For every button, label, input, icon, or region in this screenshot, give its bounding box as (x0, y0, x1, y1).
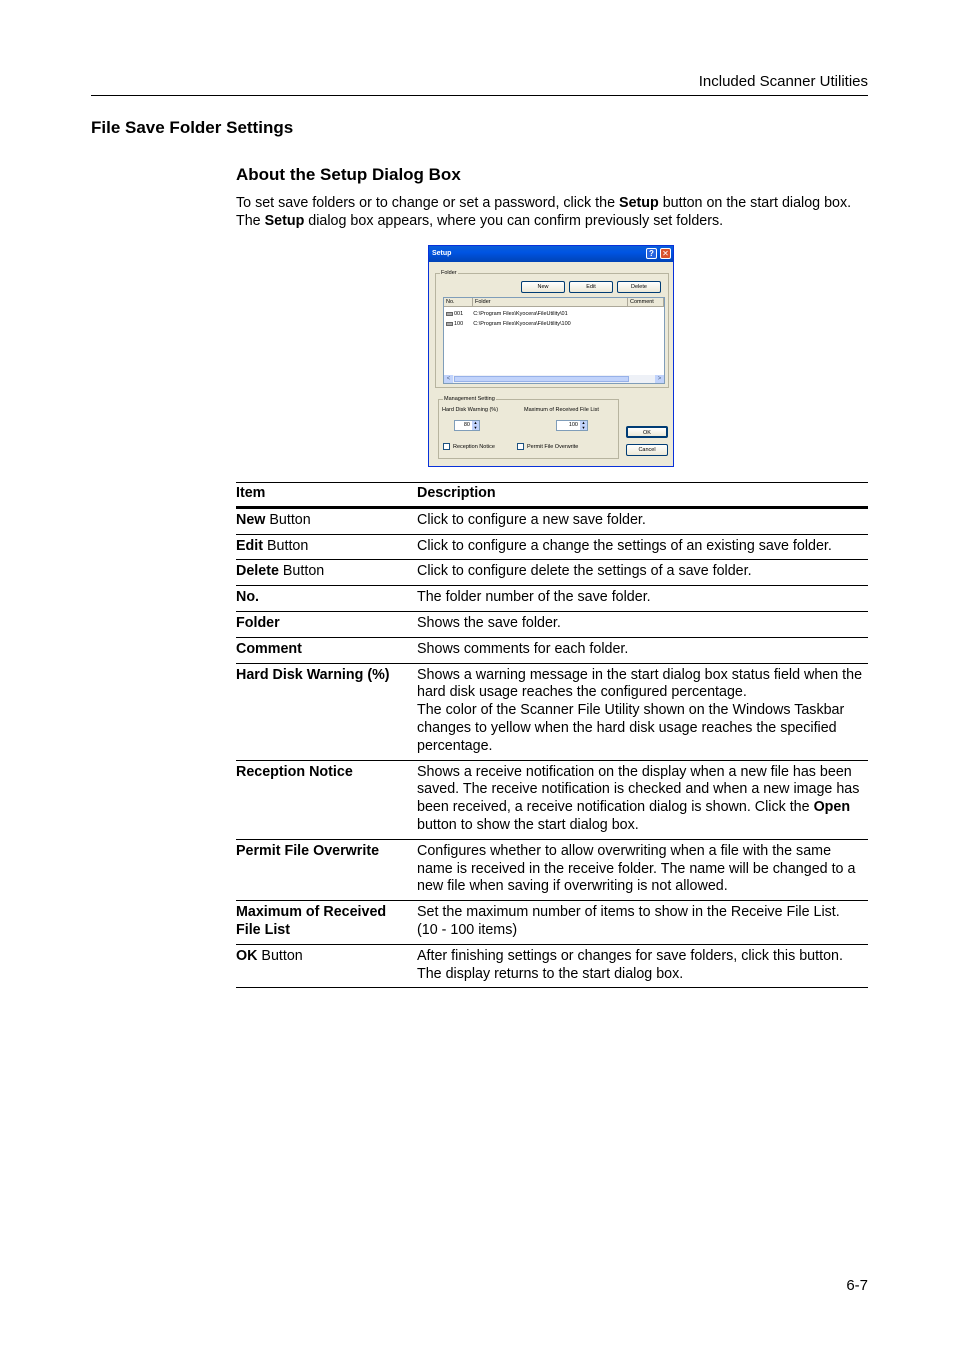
item-bold: OK (236, 947, 258, 964)
max-list-value: 100 (568, 422, 578, 428)
table-row (236, 663, 868, 760)
description-cell (417, 944, 868, 988)
item-bold: Hard Disk Warning (%) (236, 666, 390, 683)
folder-group-label: Folder (441, 270, 457, 276)
item-bold: Delete (236, 563, 279, 580)
description-cell (417, 663, 868, 760)
item-cell (236, 901, 417, 945)
table-row (236, 507, 868, 534)
item-cell (236, 611, 417, 637)
header-item: Item (236, 483, 417, 508)
table-row (236, 944, 868, 988)
row-folder: C:\Program Files\Kyocera\FileUtility\01 (473, 311, 568, 317)
item-plain: Button (257, 947, 303, 964)
column-header-no[interactable]: No. (444, 298, 473, 307)
item-cell (236, 839, 417, 900)
reception-notice-label: Reception Notice (453, 443, 495, 450)
description-text: The display returns to the start dialog box. (417, 965, 684, 982)
folder-icon (446, 322, 453, 326)
row-no: 100 (454, 321, 464, 327)
page-number: 6-7 (846, 1277, 868, 1294)
table-row (236, 839, 868, 900)
horizontal-scrollbar[interactable] (444, 375, 664, 383)
description-text: Set the maximum number of items to show in the Receive File List. (417, 904, 840, 921)
item-bold: Maximum of Received File List (236, 904, 387, 938)
description-table (236, 482, 868, 988)
folder-icon (446, 312, 453, 316)
intro-text: button on the start dialog box. (658, 195, 852, 211)
item-bold: Reception Notice (236, 763, 353, 780)
item-bold: Folder (236, 614, 280, 631)
cancel-button[interactable]: Cancel (626, 444, 668, 456)
row-folder: C:\Program Files\Kyocera\FileUtility\100 (473, 321, 571, 327)
setup-dialog-screenshot (428, 245, 674, 467)
scroll-left-icon[interactable]: < (444, 375, 453, 383)
list-item[interactable] (446, 320, 571, 329)
column-header-comment[interactable]: Comment (628, 298, 664, 307)
management-group-label: Management Setting (444, 396, 495, 402)
spin-down-icon[interactable]: ▼ (473, 424, 478, 430)
item-cell (236, 507, 417, 534)
subsection-title: About the Setup Dialog Box (236, 165, 461, 184)
edit-button[interactable]: Edit (569, 281, 613, 293)
max-list-spinner[interactable] (556, 420, 588, 431)
item-cell (236, 760, 417, 839)
item-plain: Button (263, 537, 309, 554)
item-cell (236, 944, 417, 988)
new-button[interactable]: New (521, 281, 565, 293)
item-bold: Comment (236, 640, 302, 657)
description-cell: Configures whether to allow overwriting when a file with the same name is received in the receive folder. The name will be changed to a new file when saving if overwriting is not allowed. (417, 839, 868, 900)
item-cell (236, 560, 417, 586)
header-description: Description (417, 483, 868, 508)
description-cell: Shows comments for each folder. (417, 637, 868, 663)
reception-notice-checkbox[interactable] (443, 443, 495, 451)
table-row (236, 637, 868, 663)
spin-down-icon[interactable]: ▼ (581, 424, 586, 430)
hdd-warning-label: Hard Disk Warning (%) (442, 407, 499, 413)
max-list-label: Maximum of Received File List (524, 407, 599, 413)
ok-button[interactable]: OK (626, 426, 668, 438)
description-text: Shows a receive notification on the display when a new file has been saved. The receive notification is checked and when a new image has been received, a receive notification dialog is shown. Click the (417, 763, 860, 816)
item-plain: Button (265, 511, 311, 528)
table-row (236, 760, 868, 839)
item-bold: Edit (236, 537, 264, 554)
permit-overwrite-checkbox[interactable] (517, 443, 578, 451)
item-cell (236, 534, 417, 560)
intro-text: To set save folders or to change or set a password, click the (236, 195, 620, 211)
item-bold: New (236, 511, 266, 528)
checkbox-icon (443, 443, 450, 450)
item-bold: Permit File Overwrite (236, 842, 380, 859)
help-icon[interactable]: ? (646, 248, 657, 259)
row-no: 001 (454, 311, 464, 317)
description-cell (417, 901, 868, 945)
folder-list[interactable] (443, 297, 665, 384)
item-cell (236, 637, 417, 663)
table-row (236, 901, 868, 945)
description-cell: Click to configure delete the settings of a save folder. (417, 560, 868, 586)
header-rule (91, 95, 868, 96)
hdd-warning-value: 80 (463, 422, 470, 428)
table-row (236, 534, 868, 560)
spin-up-icon[interactable]: ▲ (581, 420, 586, 425)
spinner-arrows-icon[interactable] (580, 421, 587, 430)
table-row (236, 611, 868, 637)
running-header: Included Scanner Utilities (698, 73, 868, 90)
description-cell: Shows the save folder. (417, 611, 868, 637)
description-bold: Open (813, 799, 851, 816)
scroll-right-icon[interactable]: > (655, 375, 664, 383)
item-plain: Button (278, 563, 325, 580)
table-row (236, 560, 868, 586)
description-cell: Click to configure a change the settings of an existing save folder. (417, 534, 868, 560)
permit-overwrite-label: Permit File Overwrite (527, 443, 579, 450)
description-text: (10 - 100 items) (417, 921, 518, 938)
table-header-row (236, 483, 868, 508)
description-cell: Click to configure a new save folder. (417, 507, 868, 534)
description-text: button to show the start dialog box. (417, 816, 639, 833)
dialog-title-bar (429, 246, 673, 262)
description-text: After finishing settings or changes for save folders, click this button. (417, 947, 843, 964)
delete-button[interactable]: Delete (617, 281, 661, 293)
item-bold: No. (236, 589, 260, 606)
description-text: The color of the Scanner File Utility shown on the Windows Taskbar changes to yellow when the hard disk usage reaches the specified percentage. (417, 702, 845, 754)
intro-text: The (236, 212, 265, 229)
description-cell: The folder number of the save folder. (417, 586, 868, 612)
close-icon[interactable]: ✕ (660, 248, 671, 259)
intro-paragraph (236, 195, 868, 230)
section-title: File Save Folder Settings (91, 118, 294, 137)
table-row (236, 586, 868, 612)
spin-up-icon[interactable]: ▲ (473, 420, 478, 425)
item-cell (236, 663, 417, 760)
description-text: Shows a warning message in the start dialog box status field when the hard disk usage reaches the configured percentage. (417, 666, 863, 701)
hdd-warning-spinner[interactable] (454, 420, 480, 431)
intro-setup-bold: Setup (619, 195, 659, 211)
checkbox-icon (517, 443, 524, 450)
scroll-thumb[interactable] (454, 376, 629, 382)
dialog-title: Setup (432, 250, 452, 257)
intro-text: dialog box appears, where you can confirm previously set folders. (304, 212, 724, 229)
item-cell (236, 586, 417, 612)
intro-setup-bold: Setup (264, 212, 305, 229)
list-item[interactable] (446, 310, 568, 319)
column-header-folder[interactable]: Folder (473, 298, 628, 307)
spinner-arrows-icon[interactable] (472, 421, 479, 430)
description-cell (417, 760, 868, 839)
